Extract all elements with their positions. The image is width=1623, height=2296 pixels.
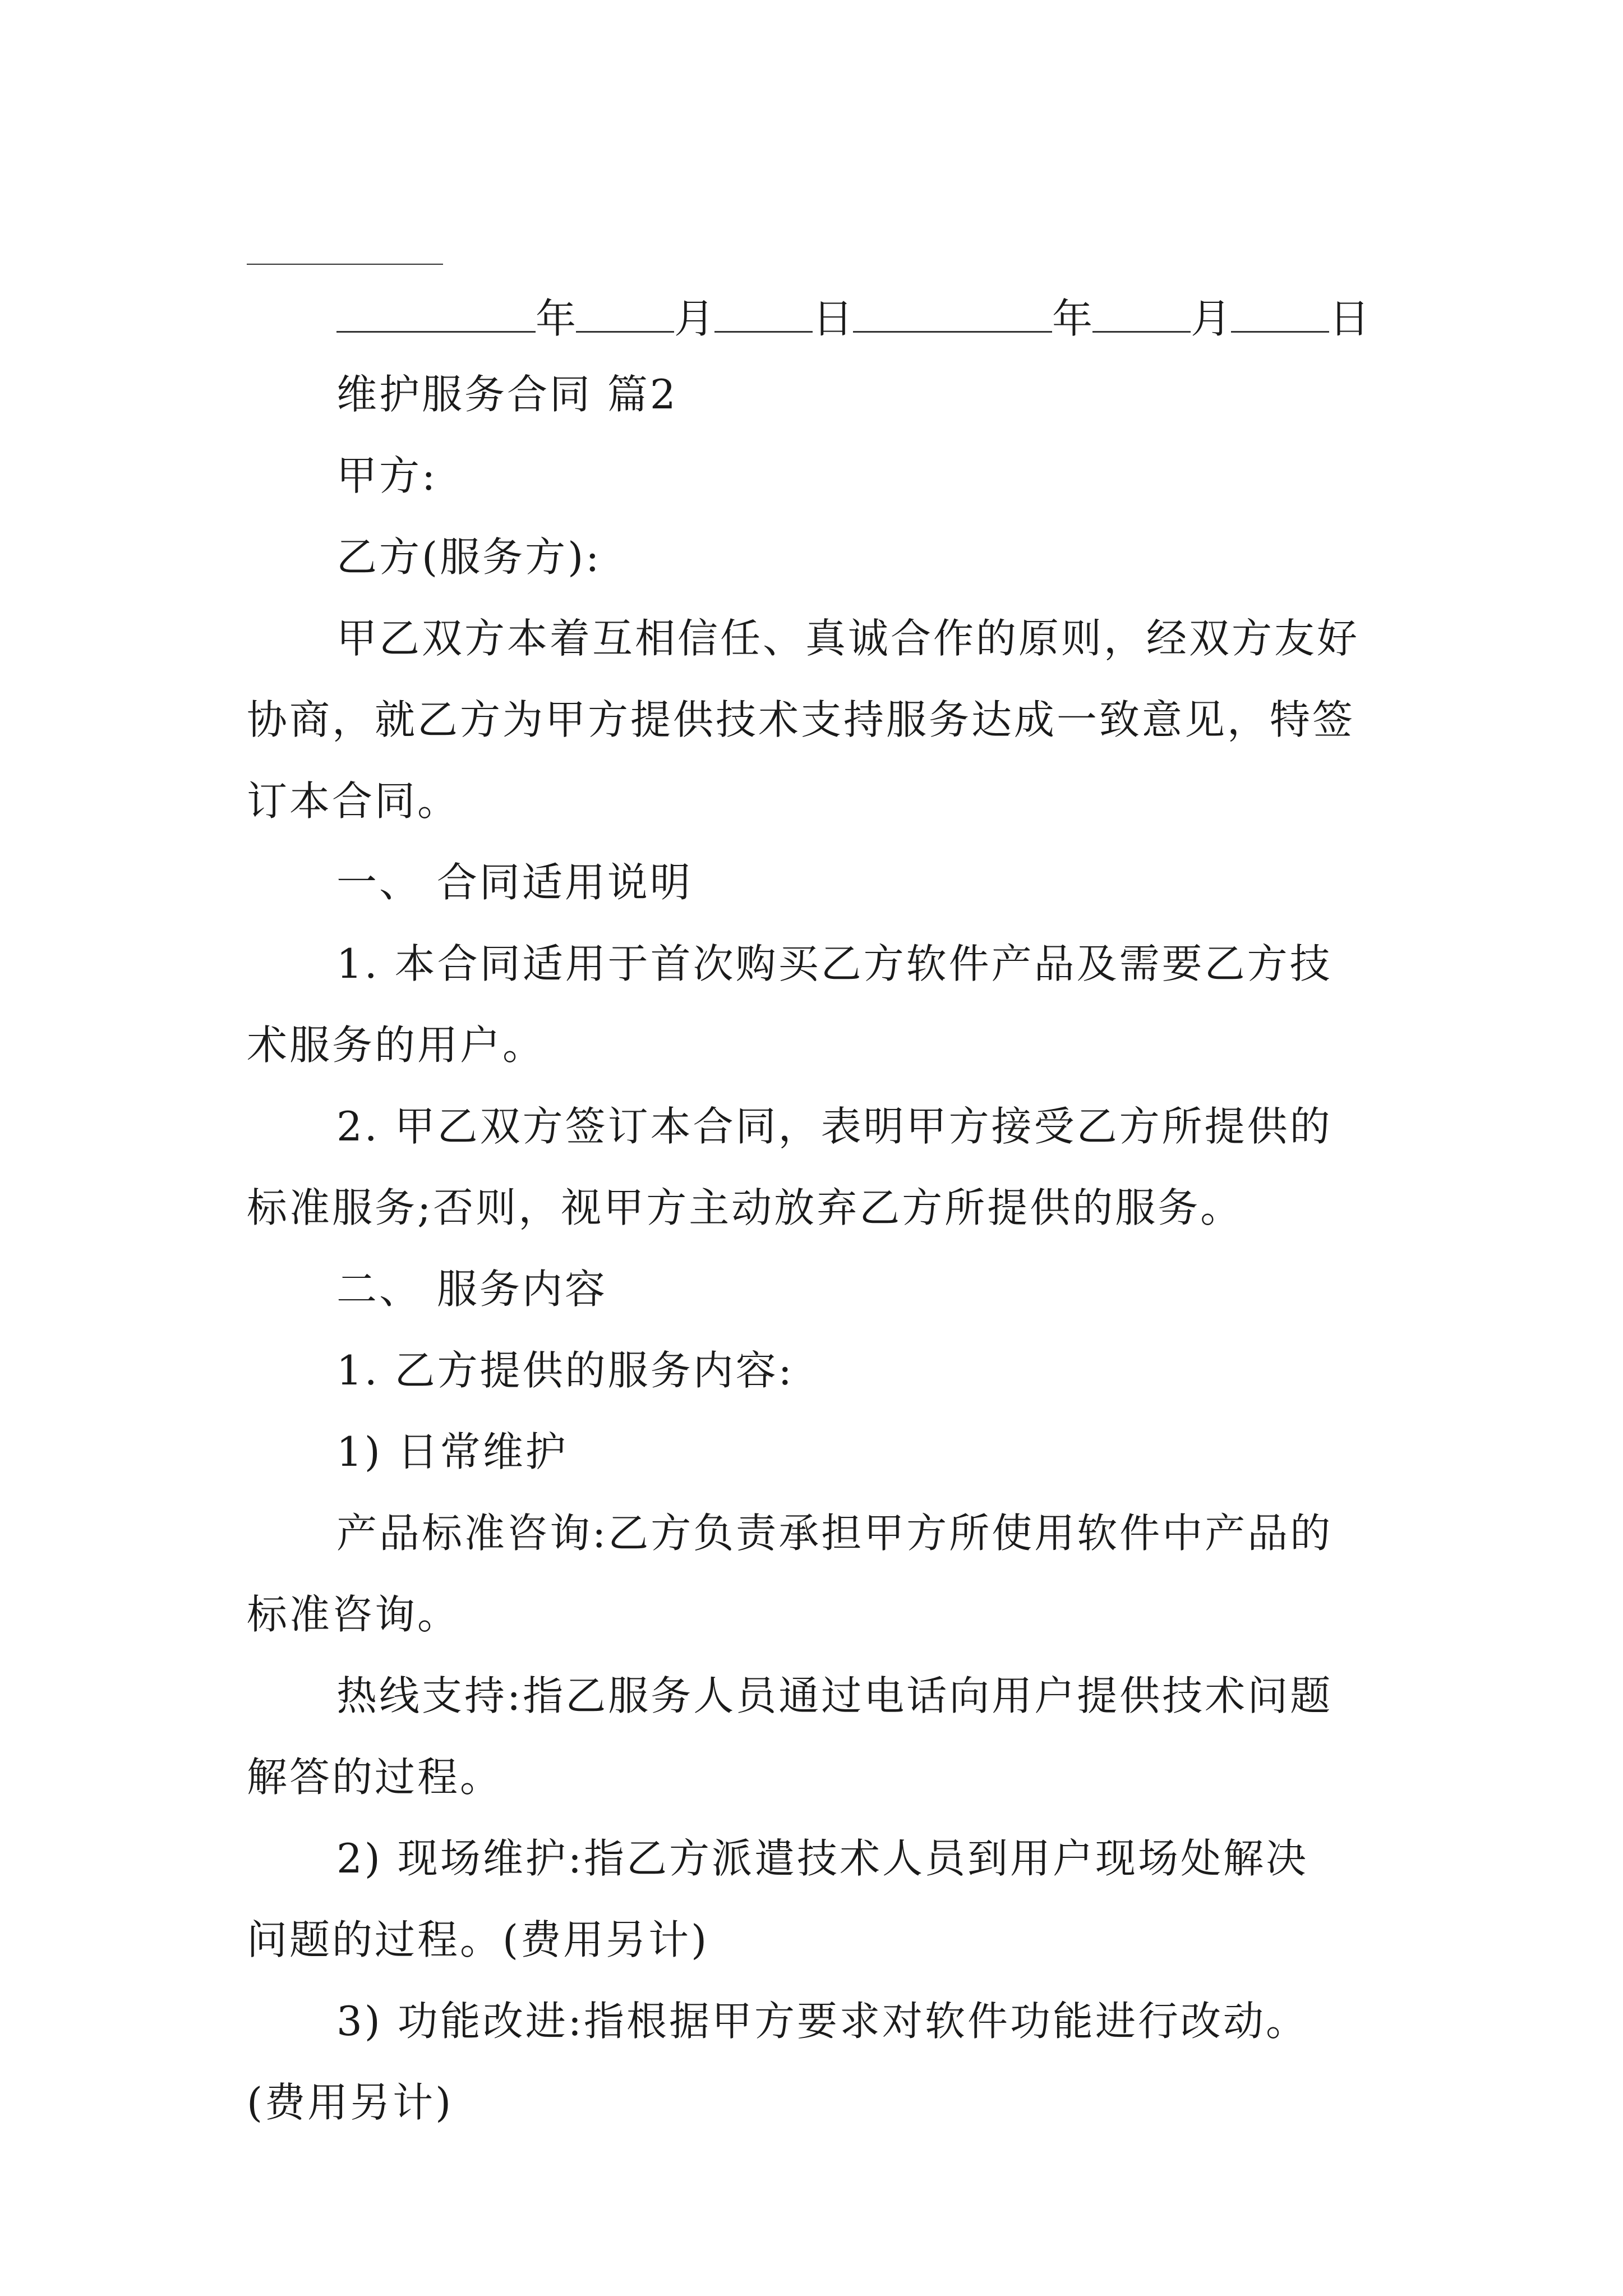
month-blank-1	[576, 292, 674, 333]
year-blank-1	[336, 292, 536, 333]
intro-line-1: 甲乙双方本着互相信任、真诚合作的原则，经双方友好	[336, 615, 1360, 662]
section-1-item-1-line-1: 1. 本合同适用于首次购买乙方软件产品及需要乙方技	[336, 940, 1332, 987]
intro-line-3: 订本合同。	[247, 777, 460, 825]
month-label-2: 月	[1191, 295, 1232, 342]
day-label-2: 日	[1329, 295, 1370, 342]
section-2-sub-1: 1. 乙方提供的服务内容:	[336, 1347, 794, 1394]
date-line	[336, 292, 1391, 346]
section-1-item-2-line-2: 标准服务;否则，视甲方主动放弃乙方所提供的服务。	[247, 1184, 1243, 1231]
onsite-line-2: 问题的过程。(费用另计)	[247, 1916, 709, 1963]
year-label-2: 年	[1052, 295, 1093, 342]
party-b-label: 乙方(服务方):	[336, 533, 602, 581]
improve-line-2: (费用另计)	[247, 2079, 454, 2126]
year-label-1: 年	[536, 295, 577, 342]
contract-title: 维护服务合同 篇2	[336, 371, 678, 418]
section-1-heading: 一、 合同适用说明	[336, 859, 693, 906]
section-1-item-2-line-1: 2. 甲乙双方签订本合同，表明甲方接受乙方所提供的	[336, 1103, 1332, 1150]
onsite-line-1: 2) 现场维护:指乙方派遣技术人员到用户现场处解决	[336, 1835, 1309, 1882]
top-divider	[247, 264, 443, 265]
party-a-label: 甲方:	[336, 452, 438, 499]
year-blank-2	[853, 292, 1052, 333]
consult-line-1: 产品标准咨询:乙方负责承担甲方所使用软件中产品的	[336, 1510, 1333, 1557]
day-label-1: 日	[813, 295, 854, 342]
improve-line-1: 3) 功能改进:指根据甲方要求对软件功能进行改动。	[336, 1998, 1309, 2045]
month-label-1: 月	[674, 295, 715, 342]
consult-line-2: 标准咨询。	[247, 1591, 460, 1638]
hotline-line-2: 解答的过程。	[247, 1754, 503, 1801]
day-blank-2	[1231, 292, 1329, 333]
daily-maintenance: 1) 日常维护	[336, 1428, 568, 1475]
month-blank-2	[1092, 292, 1191, 333]
section-1-item-1-line-2: 术服务的用户。	[247, 1022, 546, 1069]
intro-line-2: 协商，就乙方为甲方提供技术支持服务达成一致意见，特签	[247, 696, 1355, 743]
day-blank-1	[714, 292, 813, 333]
section-2-heading: 二、 服务内容	[336, 1266, 607, 1313]
hotline-line-1: 热线支持:指乙服务人员通过电话向用户提供技术问题	[336, 1672, 1333, 1719]
